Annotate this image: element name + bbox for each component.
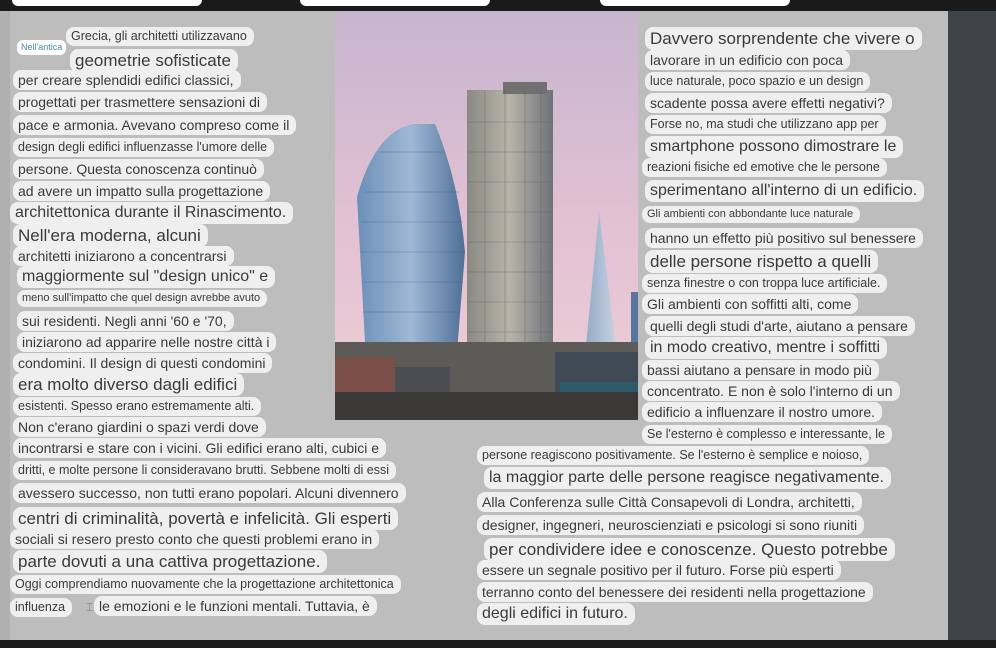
left-line: condomini. Il design di questi condomini: [13, 353, 272, 373]
right-line: lavorare in un edificio con poca: [645, 50, 850, 70]
left-line: Non c'erano giardini o spazi verdi dove: [13, 417, 266, 437]
photo-skyscrapers-icon: [335, 12, 638, 420]
bottom-line: terranno conto del benessere dei residenti nella progettazione: [477, 582, 873, 602]
left-edge: [0, 11, 10, 640]
side-panel: [948, 11, 996, 640]
bottom-line: designer, ingegneri, neuroscienziati e psicologi si sono riuniti: [477, 515, 864, 535]
left-line: iniziarono ad apparire nelle nostre città i: [17, 332, 276, 352]
bottom-line: per condividere idee e conoscenze. Questo potrebbe: [484, 538, 895, 561]
left-line: dritti, e molte persone li consideravano brutti. Sebbene molti di essi: [13, 461, 396, 480]
right-line: reazioni fisiche ed emotive che le persone: [642, 158, 887, 177]
right-line: hanno un effetto più positivo sul benessere: [645, 228, 923, 248]
right-line: quelli degli studi d'arte, aiutano a pensare: [645, 316, 915, 336]
right-line: Gli ambienti con abbondante luce naturale: [642, 206, 860, 223]
left-line: progettati per trasmettere sensazioni di: [13, 92, 267, 112]
right-line: concentrato. E non è solo l'interno di un: [642, 381, 900, 401]
left-line: sui residenti. Negli anni '60 e '70,: [17, 311, 234, 331]
top-tab-1[interactable]: [12, 0, 202, 6]
right-line: smartphone possono dimostrare le: [645, 136, 903, 158]
left-line: sociali si resero presto conto che questi problemi erano in: [10, 529, 379, 549]
left-line: era molto diverso dagli edifici: [13, 373, 244, 396]
right-line: scadente possa avere effetti negativi?: [645, 93, 892, 113]
right-line: Davvero sorprendente che vivere o: [645, 27, 922, 50]
left-line: parte dovuti a una cattiva progettazione.: [13, 550, 327, 573]
left-line: architetti iniziarono a concentrarsi: [13, 246, 234, 266]
left-line: Nell'era moderna, alcuni: [13, 224, 208, 247]
bottom-bar: [0, 640, 996, 648]
left-line: influenza: [10, 598, 72, 617]
left-line: geometrie sofisticate: [70, 49, 238, 72]
top-bar: [0, 0, 996, 11]
right-line: Se l'esterno è complesso e interessante, le: [642, 425, 892, 444]
left-line: per creare splendidi edifici classici,: [13, 70, 241, 90]
left-line: persone. Questa conoscenza continuò: [13, 159, 264, 179]
top-tab-3[interactable]: [600, 0, 790, 6]
left-line: pace e armonia. Avevano compreso come il: [13, 115, 296, 135]
skyscraper-photo: [335, 12, 638, 420]
left-line: incontrarsi e stare con i vicini. Gli edifici erano alti, cubici e: [13, 438, 386, 458]
left-line: le emozioni e le funzioni mentali. Tuttavia, è: [94, 596, 377, 616]
text-cursor-icon: ⌶: [86, 600, 94, 614]
left-line: centri di criminalità, povertà e infelicità. Gli esperti: [13, 507, 398, 530]
left-line: avessero successo, non tutti erano popolari. Alcuni divennero: [13, 483, 406, 503]
right-line: edificio a influenzare il nostro umore.: [642, 402, 882, 422]
bottom-line: persone reagiscono positivamente. Se l'esterno è semplice e noioso,: [477, 446, 869, 465]
left-line: ad avere un impatto sulla progettazione: [13, 181, 270, 201]
right-line: senza finestre o con troppa luce artificiale.: [642, 274, 887, 293]
bottom-line: degli edifici in futuro.: [477, 603, 635, 625]
left-line: esistenti. Spesso erano estremamente alti.: [13, 397, 261, 416]
top-tab-2[interactable]: [300, 0, 490, 6]
left-line: design degli edifici influenzasse l'umore delle: [13, 138, 274, 157]
left-line: maggiormente sul "design unico" e: [17, 266, 275, 288]
bottom-line: essere un segnale positivo per il futuro. Forse più esperti: [477, 560, 841, 580]
right-line: in modo creativo, mentre i soffitti: [645, 337, 887, 359]
left-line: architettonica durante il Rinascimento.: [10, 202, 293, 224]
right-line: sperimentano all'interno di un edificio.: [645, 180, 924, 202]
left-line: meno sull'impatto che quel design avrebbe avuto: [17, 290, 267, 307]
right-line: delle persone rispetto a quelli: [645, 250, 878, 273]
bottom-line: Alla Conferenza sulle Città Consapevoli di Londra, architetti,: [477, 492, 862, 512]
source-language-tag: Nell'antica: [17, 40, 66, 55]
right-line: bassi aiutano a pensare in modo più: [642, 360, 879, 380]
left-line: Grecia, gli architetti utilizzavano: [66, 27, 254, 46]
left-line: Oggi comprendiamo nuovamente che la progettazione architettonica: [10, 575, 401, 594]
right-line: Gli ambienti con soffitti alti, come: [642, 294, 858, 314]
right-line: luce naturale, poco spazio e un design: [645, 72, 870, 91]
right-line: Forse no, ma studi che utilizzano app per: [645, 115, 886, 134]
bottom-line: la maggior parte delle persone reagisce negativamente.: [484, 467, 891, 489]
